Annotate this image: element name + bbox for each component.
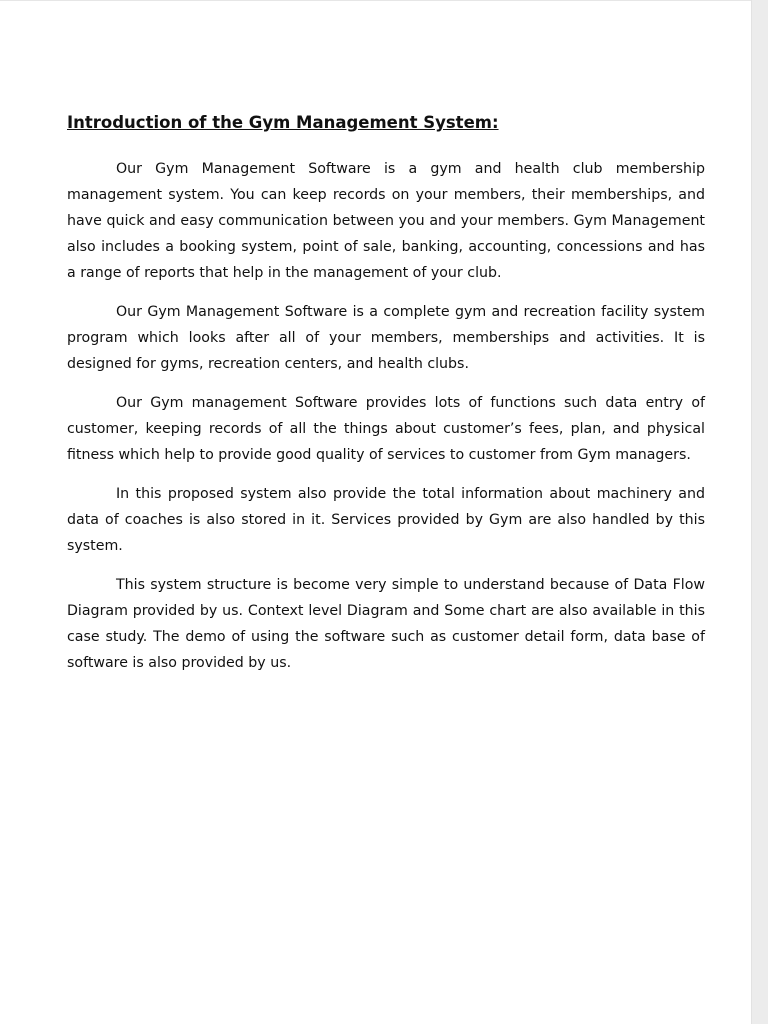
page-top-border	[0, 0, 751, 1]
paragraph-2: Our Gym Management Software is a complete gym and recreation facility system program which looks after all of your members, memberships and activities. It is designed for gyms, recreation centers, and health clubs.	[67, 304, 705, 372]
paragraph-4: In this proposed system also provide the total information about machinery and data of coaches is also stored in it. Services provided by Gym are also handled by this system.	[67, 486, 705, 554]
section-heading: Introduction of the Gym Management System:	[67, 113, 499, 132]
paragraph-5: This system structure is become very simple to understand because of Data Flow Diagram provided by us. Context level Diagram and Some chart are also available in this case study. The demo of using the software such as customer detail form, data base of software is also provided by us.	[67, 577, 705, 671]
viewer-side-gutter	[751, 0, 768, 1024]
paragraph-1: Our Gym Management Software is a gym and health club membership management system. You can keep records on your members, their memberships, and have quick and easy communication between you and your members. Gym Management also includes a booking system, point of sale, banking, accounting, concessions and has a range of reports that help in the management of your club.	[67, 161, 705, 281]
paragraph-3: Our Gym management Software provides lots of functions such data entry of customer, keeping records of all the things about customer’s fees, plan, and physical fitness which help to provide good quality of services to customer from Gym managers.	[67, 395, 705, 463]
document-body	[67, 112, 705, 689]
